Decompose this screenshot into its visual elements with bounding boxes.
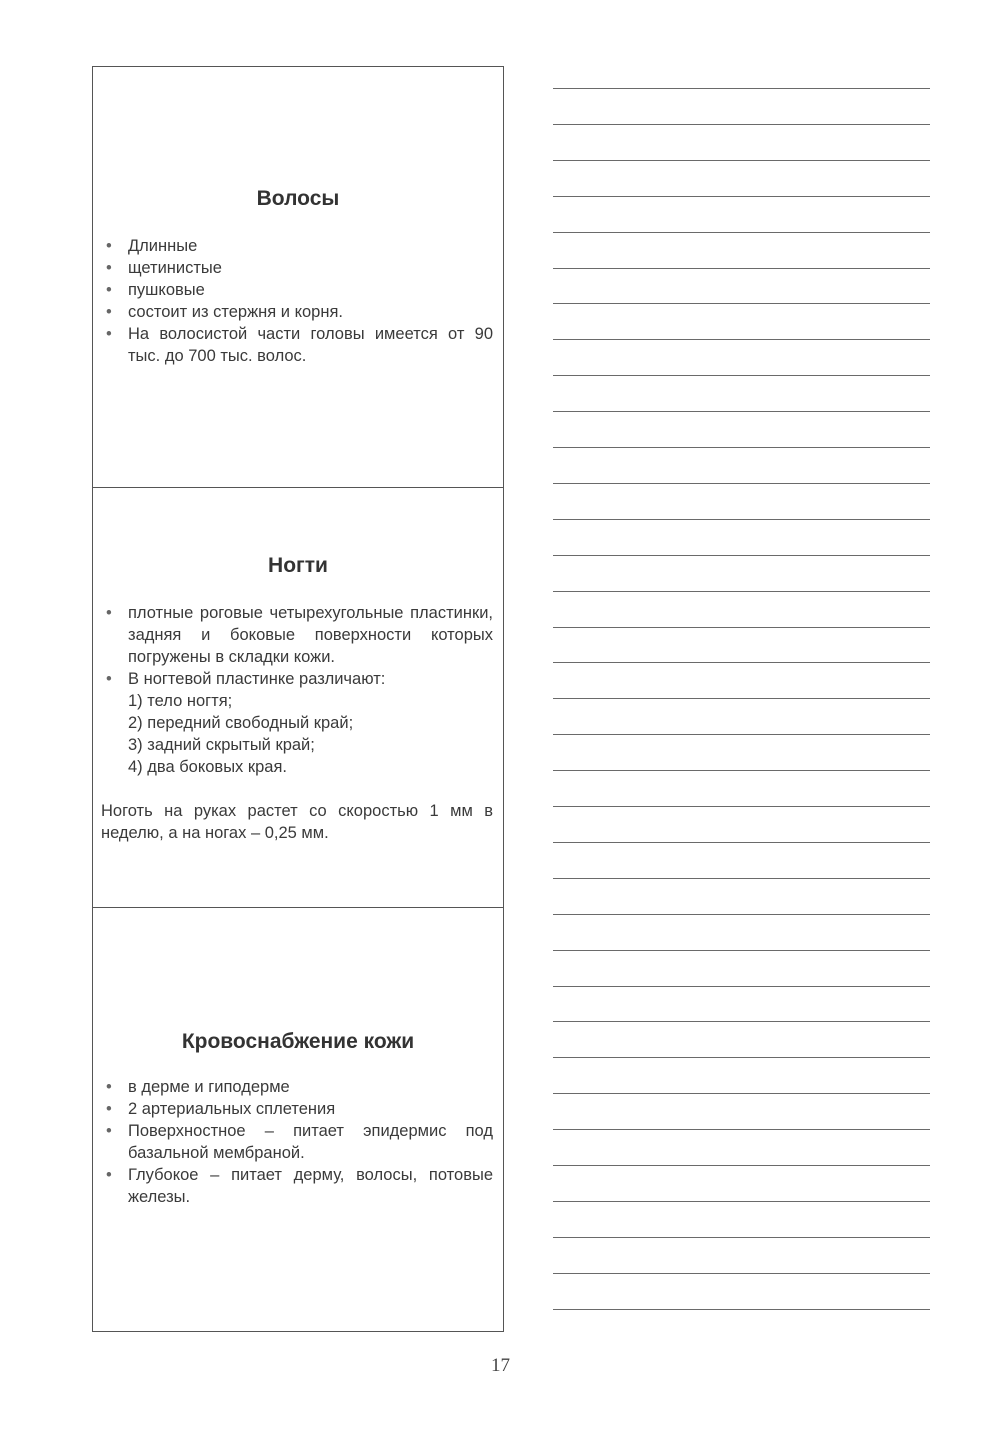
list-item: • На волосистой части головы имеется от 90 тыс. до 700 тыс. волос. (103, 323, 493, 367)
ruled-line (553, 303, 930, 304)
ruled-line (553, 914, 930, 915)
ruled-line (553, 1273, 930, 1274)
sub-list-item: 4) два боковых края. (128, 758, 287, 776)
ruled-line (553, 1057, 930, 1058)
ruled-line (553, 124, 930, 125)
ruled-line (553, 1021, 930, 1022)
ruled-line (553, 88, 930, 89)
list-item: • щетинистые (103, 257, 493, 279)
ruled-line (553, 591, 930, 592)
ruled-line (553, 1129, 930, 1130)
list-item: • в дерме и гиподерме (103, 1076, 493, 1098)
ruled-line (553, 627, 930, 628)
ruled-line (553, 842, 930, 843)
ruled-line (553, 411, 930, 412)
ruled-line (553, 986, 930, 987)
section-nails (93, 487, 503, 907)
ruled-line (553, 268, 930, 269)
list-item-text: В ногтевой пластинке различают: (128, 670, 386, 688)
list-item: • Длинные (103, 235, 493, 257)
ruled-line (553, 339, 930, 340)
list-item: • состоит из стержня и корня. (103, 301, 493, 323)
ruled-line (553, 447, 930, 448)
page-number: 17 (491, 1355, 510, 1376)
list-item: • плотные роговые четырехугольные пластинки, задняя и боковые поверхности которых погружены в складки кожи. (103, 602, 493, 668)
section-title: Волосы (256, 187, 340, 210)
section-title: Ногти (268, 554, 328, 577)
ruled-line (553, 160, 930, 161)
section-hair (93, 67, 503, 487)
ruled-line (553, 950, 930, 951)
bullet-list (103, 1076, 493, 1208)
ruled-line (553, 519, 930, 520)
ruled-line (553, 806, 930, 807)
list-item: • Поверхностное – питает эпидермис под базальной мембраной. (103, 1120, 493, 1164)
ruled-line (553, 555, 930, 556)
ruled-line (553, 698, 930, 699)
ruled-line (553, 375, 930, 376)
content-box (92, 66, 504, 1332)
bullet-list (103, 235, 493, 367)
note-text: Ноготь на руках растет со скоростью 1 мм в неделю, а на ногах – 0,25 мм. (101, 802, 493, 842)
ruled-line (553, 232, 930, 233)
bullet-list (103, 602, 493, 778)
list-item: • 2 артериальных сплетения (103, 1098, 493, 1120)
ruled-line (553, 1309, 930, 1310)
list-item (103, 668, 493, 778)
ruled-line (553, 734, 930, 735)
section-blood-supply (93, 907, 503, 1331)
ruled-line (553, 1165, 930, 1166)
section-title: Кровоснабжение кожи (181, 1030, 415, 1053)
list-item: • Глубокое – питает дерму, волосы, потовые железы. (103, 1164, 493, 1208)
list-item: • пушковые (103, 279, 493, 301)
ruled-line (553, 1201, 930, 1202)
ruled-line (553, 770, 930, 771)
ruled-line (553, 196, 930, 197)
ruled-line (553, 878, 930, 879)
sub-list-item: 3) задний скрытый край; (128, 736, 315, 754)
sub-list-item: 2) передний свободный край; (128, 714, 354, 732)
ruled-line (553, 1237, 930, 1238)
sub-list (128, 690, 493, 778)
ruled-line (553, 1093, 930, 1094)
sub-list-item: 1) тело ногтя; (128, 692, 233, 710)
ruled-line (553, 662, 930, 663)
ruled-line (553, 483, 930, 484)
